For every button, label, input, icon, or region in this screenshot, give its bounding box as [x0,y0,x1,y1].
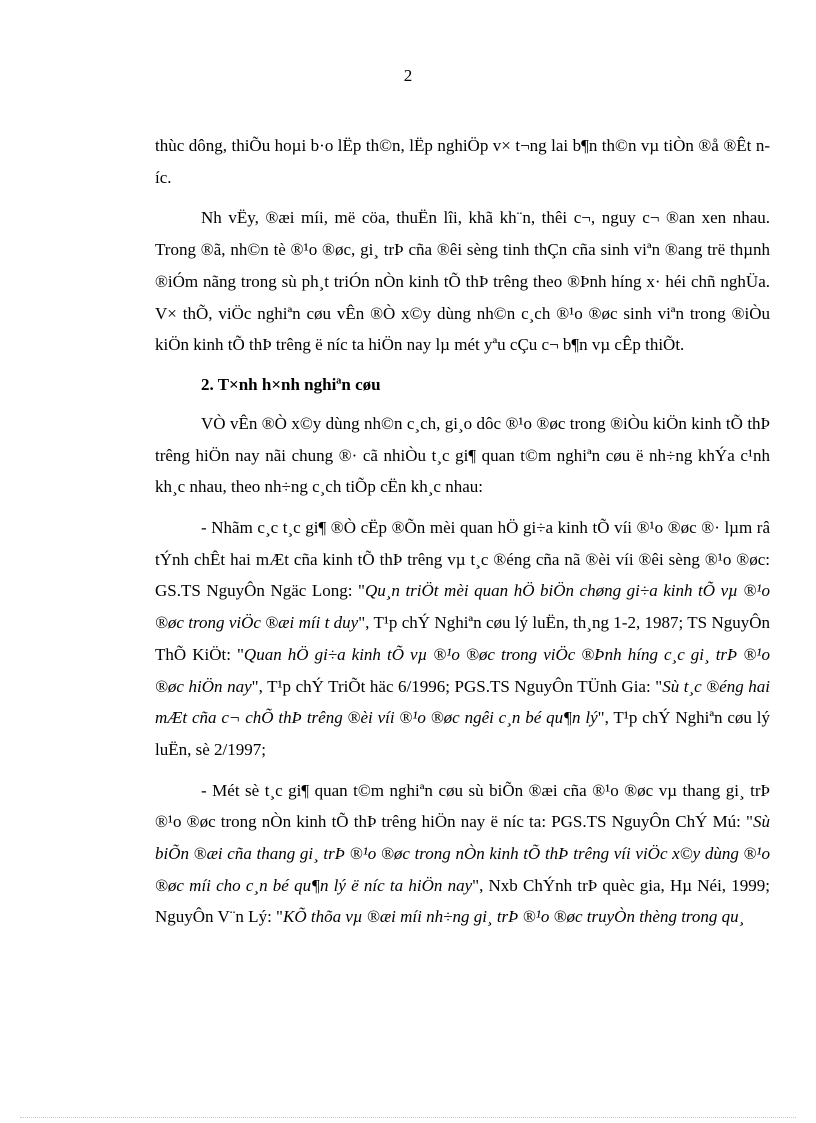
text-run: ", Nxb ChÝnh trÞ quèc gia, Hµ Néi, 1999; NguyÔn V¨n Lý: " [155,875,770,927]
document-body [155,130,770,942]
section-heading: 2. T×nh h×nh nghiªn cøu [201,374,381,394]
cited-title: KÕ thõa vµ ®æi míi nh÷ng gi¸ trÞ ®¹o ®øc truyÒn thèng trong qu¸ [282,907,745,927]
cited-title: Quan hÖ gi÷a kinh tÕ vµ ®¹o ®øc trong viÖc ®Þnh híng c¸c gi¸ trÞ ®¹o ®øc hiÖn nay [155,644,770,696]
cited-title: Sù biÕn ®æi cña thang gi¸ trÞ ®¹o ®øc trong nÒn kinh tÕ thÞ trêng víi viÖc x©y dùng ®¹o ®øc míi cho c¸n bé qu¶n lý ë níc ta hiÖn nay [155,812,770,895]
text-run: ", T¹p chÝ Nghiªn cøu lý luËn, th¸ng 1-2, 1987; TS NguyÔn ThÕ KiÖt: " [155,613,770,664]
cited-title: Sù t¸c ®éng hai mÆt cña c¬ chÕ thÞ trêng ®èi víi ®¹o ®øc ngêi c¸n bé qu¶n lý [155,676,770,728]
text-run: - Mét sè t¸c gi¶ quan t©m nghiªn cøu sù biÕn ®æi cña ®¹o ®øc vµ thang gi¸ trÞ ®¹o ®øc trong nÒn kinh tÕ thÞ trêng hiÖn nay ë níc ta: PGS.TS NguyÔn ChÝ Mú: " [155,780,770,832]
paragraph-3: VÒ vÊn ®Ò x©y dùng nh©n c¸ch, gi¸o dôc ®¹o ®øc trong ®iÒu kiÖn kinh tÕ thÞ trêng hiÖn nay nãi chung ®· cã nhiÒu t¸c gi¶ quan t©m nghiªn cøu ë nh÷ng khÝa c¹nh kh¸c nhau, theo nh÷ng c¸ch tiÕp cËn kh¸c nhau: [155,413,770,497]
paragraph-4 [155,512,770,766]
page-number: 2 [403,66,413,85]
cited-title: Qu¸n triÖt mèi quan hÖ biÖn chøng gi÷a kinh tÕ vµ ®¹o ®øc trong viÖc ®æi míi t duy [155,581,770,633]
paragraph-1: thùc dông, thiÕu hoµi b·o lËp th©n, lËp nghiÖp v× t¬ng lai b¶n th©n vµ tiÒn ®å ®Êt níc. [155,136,770,187]
text-run: ", T¹p chÝ Nghiªn cøu lý luËn, sè 2/1997; [155,708,770,759]
page-bottom-border [20,1117,796,1118]
text-run: - Nhãm c¸c t¸c gi¶ ®Ò cËp ®Õn mèi quan hÖ gi÷a kinh tÕ víi ®¹o ®øc ®· lµm râ tÝnh chÊt hai mÆt cña kinh tÕ thÞ trêng vµ t¸c ®éng cña nã ®èi víi ®êi sèng ®¹o ®øc: GS.TS NguyÔn Ngäc Long: " [155,518,770,601]
paragraph-5 [155,775,770,934]
paragraph-2: Nh vËy, ®æi míi, më cöa, thuËn lîi, khã kh¨n, thêi c¬, nguy c¬ ®an xen nhau. Trong ®ã, nh©n tè ®¹o ®øc, gi¸ trÞ cña ®êi sèng tinh thÇn cña sinh viªn ®ang trë thµnh ®iÓm nãng trong sù ph¸t triÓn nÒn kinh tÕ thÞ trêng theo ®Þnh híng x· héi chñ nghÜa. V× thÕ, viÖc nghiªn cøu vÊn ®Ò x©y dùng nh©n c¸ch ®¹o ®øc sinh viªn trong ®iÒu kiÖn kinh tÕ thÞ trêng ë níc ta hiÖn nay lµ mét yªu cÇu c¬ b¶n vµ cÊp thiÕt. [155,208,770,355]
text-run: ", T¹p chÝ TriÕt häc 6/1996; PGS.TS NguyÔn TÜnh Gia: " [251,676,663,696]
